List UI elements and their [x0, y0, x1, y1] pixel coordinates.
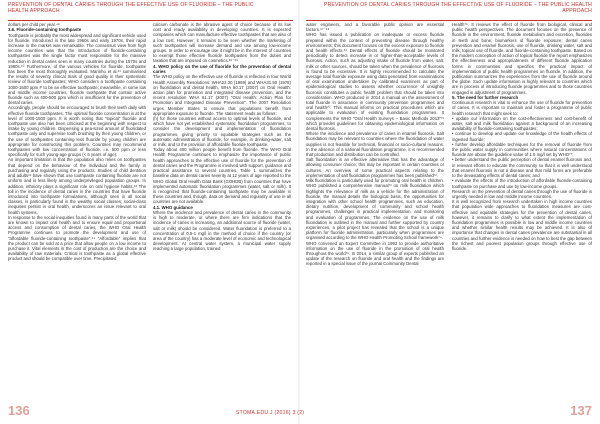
section-heading: 3.6. Fluoride-containing toothpaste	[8, 27, 82, 33]
paragraph: An important limitation is that the population also relies on toothpastes that depend on the behaviour of the individual and the family in purchasing and regularly using the products. Studies of child dentition and adults⁶² have shown that use toothpaste containing fluoride are not uniform and is less likely among underprivileged population groups. In addition, ethnicity plays a significant role on oral hygiene habits.⁶³ The toll in the incidence of dental caries in the countries that have fluoride introduced into toothpaste formulations, although seen in all social classes, is particularly found in the wealthy social classes; social-class inequities persist in oral health, underscores an issue relevant to oral health systems.	[8, 157, 146, 215]
paragraph: Milk fluoridation is particularly used for promoting oral health in children. WHO published a comprehensive manual⁷³ on milk fluoridation which highlights the relevance of milk as a vehicle for the administration of fluoride, the manual details the biological basis, the opportunities for integration with other school health programmes, such as education, dietary nutrition, development of community and school health programmes, challenges in practical implementation, and monitoring and evaluation of programmes. The evidence on the use of milk fluoridation is outlined in the manual and further supported by country experiences, a pilot project has revealed that the school is a unique platform for fluoride administration, particularly when programmes are organised according to the WHO Health Promoting School framework⁷⁴.	[306, 178, 444, 241]
header-rule-right	[306, 20, 592, 21]
paragraph: WHO convened an Expert Committee in 1993 to provide authoritative information on the use of fluoride in the promotion of oral health throughout the world⁷⁵. In 2014, a similar group of experts published an update of the research on fluoride and oral health and the findings are reported in a special issue of the journal Community Dental	[306, 240, 444, 267]
paragraph: Toothpaste is probably the most widespread and significant vehicle used for fluoride. Introduced in the late 1960s and early 1970s, their rapid increase in the market was remarkable. The consensus view from high income countries was that the introduction of fluoride-containing toothpastes was the single factor most responsible for the massive reduction in dental caries seen in many countries during the 1970s and 1980s.⁶⁰ Furthermore, of the various vehicles for fluoride, toothpaste has been the most thoroughly evaluated. Marinho et al.⁶¹ summarised the results of seventy clinical trials of good quality in their systematic review of fluoride toothpastes; WHO considers a toothpaste containing 1000-1500 ppm F to be an effective toothpaste; meanwhile, in some low and middle income countries, fluoride toothpaste that contain active fluoride such as 400-500 ppm which is insufficient for the prevention of dental caries.	[8, 32, 146, 106]
header-rule-left	[8, 20, 293, 21]
journal-citation: STOMA.EDU.J (2016) 3 (2)	[236, 410, 305, 416]
text-column-4	[452, 22, 592, 410]
paragraph: • further develop affordable techniques for the removal of fluoride from the public water supply in communities where natural concentrations of fluoride are above the guideline value of 1.5 mg/l set by WHO⁷⁷;	[452, 141, 592, 158]
paragraph: Continuous research is vital to enhance the use of fluoride for prevention of caries. It is important to maintain and foster a programme of public health research that might seek to:	[452, 100, 592, 116]
paragraph: • update our information on the cost-effectiveness and cost-benefit of water, salt and milk fluoridation against a background of an increasing availability of fluoride-containing toothpastes;	[452, 115, 592, 132]
section-heading: 5. The need for further research	[452, 94, 519, 100]
paragraph: Where the incidence and prevalence of caries in enamel fluorosis. Salt fluoridation may be relevant to countries where the fluoridation of water supplies is not feasible for technical, financial or socio-cultural reasons. In the absence of a national fluoridation programme, it is recommended that production and distribution can be controlled.	[306, 131, 444, 158]
paragraph: water engineers, and a favorable public opinion are essential factors.⁶⁷⁻⁶⁸	[306, 22, 444, 33]
paragraph: Where the incidence and prevalence of dental caries in the community is high to moderate, or where there are firm indications that the incidence of caries is increasing, an additional source of fluoride (water, salt or milk) should be considered. Water fluoridation is preferred to a concentration of 0.5-1 mg/l in the method of choice if the country (or area of the country) has a moderate level of economic and technological development. At central water system, a municipal water supply reaching a large population, trained	[153, 209, 291, 252]
paragraph: In response to the social inequities found in many parts of the world that are known to impact oral health and to ensure equal and proportional access and consumption of dental caries, the WHO Oral Health Programme continues to promote the development and use of "affordable fluoride-containing toothpaste".⁶⁴ "Affordable" implies that the product can be sold at a price that allow people on a low income to purchase it. Vital elements in the cost of production are the choice and availability of raw materials. Critical is toothpaste as a global effective product and should be compatible over time. Precipitated	[8, 214, 146, 262]
running-head-right: PREVENTION OF DENTAL CARIES THROUGH THE EFFECTIVE USE OF FLUORIDE – THE PUBLIC HEALTH APPROACH	[324, 2, 592, 14]
paragraph: • evaluate the effects of the introduction of affordable fluoride-containing toothpaste on purchase and use by low-income groups.	[452, 178, 592, 189]
section-heading: 4.1. WHO guidance	[153, 204, 193, 210]
text-column-2	[153, 22, 291, 410]
paragraph: It is well recognized from research undertaken in high income countries that population wide approaches to fluoridation measures are cost-effective and equitable strategies for the prevention of dental caries, however, it remains to clarify to what extent the implementation of fluoridation programmes is possible in low and middle income countries and whether similar health results may be achieved. It is also of importance that changes in dental caries prevalence are substantial in all countries and further evidence is needed on how to best the gap between the richest and poorest population groups through effective use of fluoride.	[452, 199, 592, 251]
paragraph: WHO has issued a publication on inadequate or excess fluoride prepared within the context of preventing disease through healthy environments; this document focuses on the excess exposure to fluoride and health effects.⁶⁹ Dental effects of fluoride should be monitored periodically to detect increase in or higher-than-acceptable levels of fluorosis. Action, such as adjusting intake of fluoride from water, salt, milk or other sources, should be taken when the prevalence of fluorosis is found to be excessive. It is highly recommended to calculate the average total fluoride exposure using data generated from examinations of oral examination undertaken by calibrated examiners as part of epidemiological studies to assess whether occurrence of unsightly fluorosis constitutes a public health problem that should be taken into consideration. WHO produced in 2014 a manual on the assessment of total fluoride in assurance in community prevention programmes and oral health⁷⁰. This manual informs on practical procedures which are applicable to evaluation of existing fluoridation programmes. It complements the WHO "Oral Health Surveys – Basic Methods 2013"⁷¹ which provides guidelines for obtaining epidemiological information on dental fluorosis.	[306, 32, 444, 132]
paragraph: Research on the prevention of dental caries through the use of fluoride is urgently needed in low and middle income countries.	[452, 188, 592, 199]
page-number-left: 136	[8, 403, 30, 418]
page-spine	[298, 0, 300, 424]
text-column-3	[306, 22, 444, 410]
text-column-1	[8, 22, 146, 410]
paragraph: Today about 400 million people benefit from fluoride. The WHO Oral Health Programme continues to emphasize the importance of public health approaches to the effective use of fluoride for the prevention of dental caries and the Programme is involved with support, guidance and practical assistance to several countries. Table 1 summarizes the baseline data on dental caries severity at 12 years of age reported to the WHO Global Oral Health Data Bank (GOHDB) from countries that have implemented automatic fluoridation programmes (water, salt or milk). It is recognized that fluoride-containing toothpaste may be available in these countries and, though, data on demand and regularity of use in all countries are not available.	[153, 147, 291, 205]
page-number-right: 137	[570, 403, 592, 418]
paragraph: Health⁷⁶. It reviews the effect of fluoride from biological, clinical and public health perspectives. The document focuses on the presence of fluoride in the environment, fluoride metabolism and excretion, fluorides in teeth and bone; biomarkers of fluoride exposure; dental caries prevention and enamel fluorosis, use of fluoride, drinking water, salt and milk, topical use of fluoride, and fluoride-containing toothpaste. Based on the modern conception of action of topical fluoride the report emphasizes the effectiveness and appropriateness of different fluoride application forms in communities and specifies the practical impact of implementation of public health programmes on fluoride. In addition, the publication summarizes the experiences from the use of fluoride around the globe. Such update information is highly relevant to countries which are in process of introducing fluoride programmes and to those countries engaged in adjustment of programmes.	[452, 22, 592, 95]
running-head-left: PREVENTION OF DENTAL CARIES THROUGH THE EFFECTIVE USE OF FLUORIDE – THE PUBLIC HEALTH APPROACH	[8, 2, 254, 14]
paragraph: (h) for those countries without access to optimal levels of fluoride, and which have not yet established systematic fluoridation programmes, to consider the development and implementation of fluoridation programmes, giving priority to equitable strategies such as the automatic administration of fluoride, for example, in drinking-water, salt or milk, and to the provision of affordable fluoride toothpaste.	[153, 116, 291, 148]
paragraph: The WHO policy on the effective use of fluoride is reflected in four World Health Assembly Resolutions: WHA22.30 (1969) and WHA31.50 (1978) on fluoridation and dental health, WHA 60.17 (2007) on Oral Health: action plan for promotion and integrated disease prevention, and the recent resolution WHA 61.17 (2007) "Oral Health: Action Plan for Promotion and Integrated Disease Prevention". The 2007 Resolution urges Member States to ensure that populations benefit from appropriate exposure to fluoride. The statement reads as follows:	[153, 74, 291, 116]
paragraph: Salt fluoridation is an effective alternative that has the advantage of allowing consumer choice; this may be important in certain countries or cultures. An overview of some practical aspects relating to the implementation of salt fluoridation programmes has been published⁷².	[306, 157, 444, 178]
section-heading: 4. WHO policy on the use of fluoride for the prevention of dental caries	[153, 63, 291, 75]
paragraph: • better understand the public perception of dental enamel fluorosis and, in relevant efforts to educate the community so that it is well understood that enamel fluorosis is not a disease and that mild forms are preferable to the devastating effects of dental caries; and	[452, 157, 592, 179]
paragraph: • continue to develop and update our knowledge of the health effects of ingested fluoride;	[452, 131, 592, 142]
paragraph: Accordingly, people should be encouraged to brush their teeth daily with effective fluoride toothpastes. The optimal fluoride concentration is at the level of 1000-1500 ppm. It is worth noting that "topical" fluoride and toothpaste use also has been criticised at the beginning with respect to intake by young children. Dispensing a pea-sized amount of fluoridated toothpaste only and supervise tooth brushing by their young children, or the use of toothpastes containing less fluoride by young children are appropriate for constructing this problem. Countries may recommend toothpastes with low concentration of fluoride, i.e. 500 ppm or less specifically for such young-age groups (< 6 years of age).	[8, 105, 146, 158]
paragraph: dollars per child per year.⁴⁸	[8, 22, 60, 27]
paragraph: calcium carbonate is the abrasive agent of choice because of its low cost and ready availability in developing countries. It is expected companies which can manufacture effective toothpastes that are also of a low cost. However, it remains to be seen whether the marketing of such toothpastes will increase demand and use among low-income groups. In order to encourage use it might be in the interest of countries to exempt those effective fluoride toothpastes from the duties and taxation that are imposed on cosmetics.⁶⁵⁻⁶⁶	[153, 22, 291, 64]
